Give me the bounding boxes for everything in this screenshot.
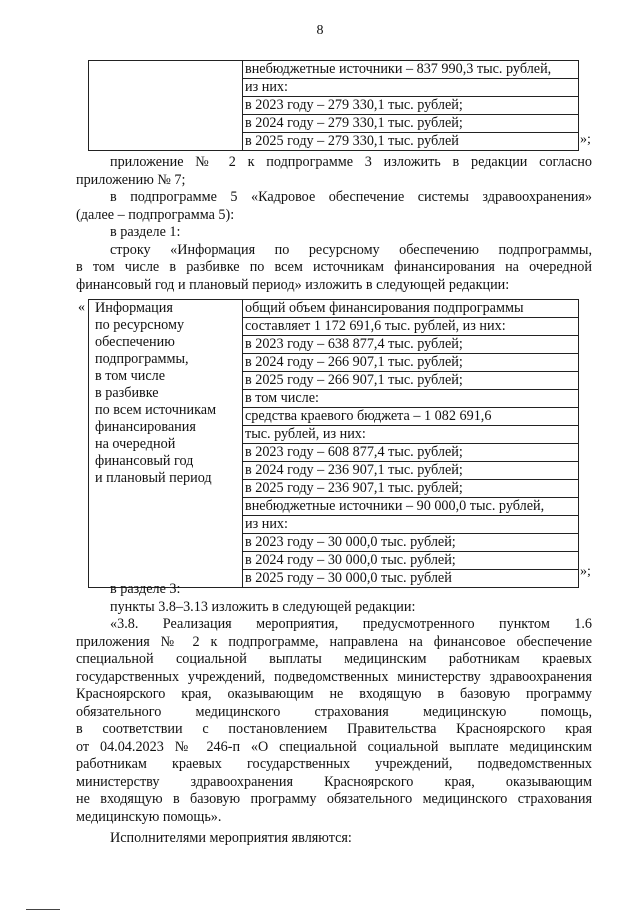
paragraph-line: «3.8. Реализация мероприятия, предусмотренного пунктом 1.6 [110,616,592,632]
table-line: средства краевого бюджета – 1 082 691,6 [243,408,578,426]
table-line: и плановый период [95,470,212,486]
paragraph-line: специальной социальной выплаты медицинским работникам краевых [76,651,592,667]
table-line: по всем источникам [95,402,217,418]
table-line: общий объем финансирования подпрограммы [243,300,578,318]
top-resource-table [88,60,579,151]
footer-rule [26,909,60,910]
table-line: обеспечению [95,334,175,350]
table-line: на очередной [95,436,176,452]
paragraph-line: (далее – подпрограмма 5): [76,206,235,223]
page-number: 8 [316,23,324,38]
paragraph-line: обязательного медицинского страхования медицинскую помощь, [76,703,592,720]
paragraph-line: строку «Информация по ресурсному обеспечению подпрограммы, [110,241,592,258]
table-line: из них: [243,516,578,534]
paragraph-line: работникам краевых государственных учреждений, подведомственных [76,756,592,772]
paragraph-line: в разделе 3: [110,581,181,597]
paragraph-line: пункты 3.8–3.13 изложить в следующей редакции: [110,598,416,615]
paragraph-line: медицинскую помощь». [76,808,222,825]
paragraph-line: Исполнителями мероприятия являются: [110,830,352,846]
table-line: в 2025 году – 30 000,0 тыс. рублей [245,570,452,586]
main-table-open-mark: « [78,300,85,315]
paragraphs-b [76,581,592,848]
paragraph-line: в соответствии с постановлением Правительства Красноярского края [76,721,592,737]
table-line: в 2023 году – 279 330,1 тыс. рублей; [243,97,578,115]
paragraph-line: Красноярского края, оказывающим не входящую в базовую программу [76,686,592,702]
paragraph-line: приложению № 7; [76,171,186,188]
table-line: Информация [95,300,173,316]
table-line: в 2025 году – 266 907,1 тыс. рублей; [243,372,578,390]
table-line: в 2023 году – 30 000,0 тыс. рублей; [243,534,578,552]
table-line: в 2023 году – 608 877,4 тыс. рублей; [243,444,578,462]
main-table-close-mark: »; [580,564,591,579]
table-line: в том числе: [243,390,578,408]
paragraph-line: в том числе в разбивке по всем источникам финансирования на очередной [76,259,592,275]
table-line: финансовый год [95,453,194,469]
table-line: в том числе [95,368,166,384]
paragraph-line: приложения № 2 к подпрограмме, направлена на финансовое обеспечение [76,633,592,650]
main-table-value-cell [243,300,579,588]
table-line: финансирования [95,419,196,435]
paragraph-line: финансовый год и плановый период» изложить в следующей редакции: [76,276,510,293]
main-table-label-cell [89,300,243,588]
paragraph-line: приложение № 2 к подпрограмме 3 изложить в редакции согласно [110,154,592,170]
top-table-label-cell [89,61,243,151]
table-line: по ресурсному [95,317,185,333]
table-line: внебюджетные источники – 90 000,0 тыс. рублей, [243,498,578,516]
paragraph-line: в разделе 1: [110,224,181,240]
table-line: в 2025 году – 279 330,1 тыс. рублей [245,133,459,149]
table-line: в 2024 году – 30 000,0 тыс. рублей; [243,552,578,570]
table-line: тыс. рублей, из них: [243,426,578,444]
table-line: в 2023 году – 638 877,4 тыс. рублей; [243,336,578,354]
table-line: составляет 1 172 691,6 тыс. рублей, из них: [243,318,578,336]
table-line: в 2024 году – 279 330,1 тыс. рублей; [243,115,578,133]
paragraph-line: не входящую в базовую программу обязательного медицинского страхования [76,791,592,807]
table-line: в 2024 году – 236 907,1 тыс. рублей; [243,462,578,480]
paragraph-line: государственных учреждений, подведомственных министерству здравоохранения [76,668,592,685]
table-line: в разбивке [95,385,159,401]
table-line: из них: [243,79,578,97]
top-table-close-mark: »; [580,132,591,147]
main-resource-table [88,299,579,588]
table-line: в 2025 году – 236 907,1 тыс. рублей; [243,480,578,498]
table-line: внебюджетные источники – 837 990,3 тыс. рублей, [243,61,578,79]
table-line: подпрограммы, [95,351,189,367]
paragraphs-a [76,154,592,294]
paragraph-line: в подпрограмме 5 «Кадровое обеспечение системы здравоохранения» [110,189,592,205]
paragraph-line: министерству здравоохранения Красноярского края, оказывающим [76,773,592,790]
table-line: в 2024 году – 266 907,1 тыс. рублей; [243,354,578,372]
top-table-value-cell [243,61,579,151]
paragraph-line: от 04.04.2023 № 246-п «О специальной социальной выплате медицинским [76,738,592,755]
